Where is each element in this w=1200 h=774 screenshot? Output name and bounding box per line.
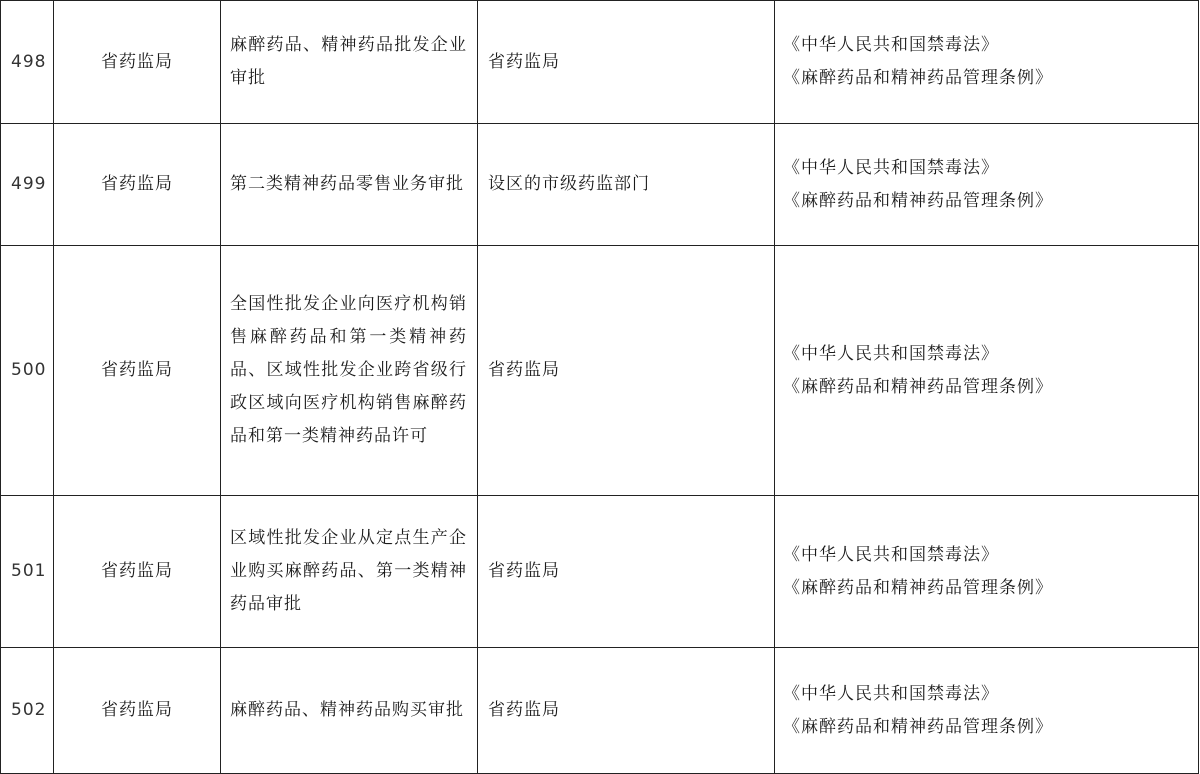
legal-basis-line: 《中华人民共和国禁毒法》 xyxy=(783,343,999,364)
legal-basis-line: 《麻醉药品和精神药品管理条例》 xyxy=(783,577,1053,598)
implementer-cell: 省药监局 xyxy=(478,246,775,496)
department-cell: 省药监局 xyxy=(54,124,221,246)
table-row xyxy=(1,124,1199,246)
legal-basis-line: 《麻醉药品和精神药品管理条例》 xyxy=(783,716,1053,737)
row-number: 502 xyxy=(1,648,54,774)
table-row xyxy=(1,496,1199,648)
legal-basis-line: 《麻醉药品和精神药品管理条例》 xyxy=(783,190,1053,211)
legal-basis-line: 《麻醉药品和精神药品管理条例》 xyxy=(783,68,1053,88)
legal-basis-line: 《麻醉药品和精神药品管理条例》 xyxy=(783,376,1053,397)
department-cell: 省药监局 xyxy=(54,496,221,648)
item-name-cell: 区域性批发企业从定点生产企业购买麻醉药品、第一类精神药品审批 xyxy=(221,496,478,648)
implementer-cell: 设区的市级药监部门 xyxy=(478,124,775,246)
department-cell: 省药监局 xyxy=(54,648,221,774)
department-cell: 省药监局 xyxy=(54,1,221,124)
item-name-cell: 全国性批发企业向医疗机构销售麻醉药品和第一类精神药品、区域性批发企业跨省级行政区域向医疗机构销售麻醉药品和第一类精神药品许可 xyxy=(221,246,478,496)
row-number: 500 xyxy=(1,246,54,496)
table-row xyxy=(1,246,1199,496)
item-name-cell: 第二类精神药品零售业务审批 xyxy=(221,124,478,246)
department-cell: 省药监局 xyxy=(54,246,221,496)
implementer-cell: 省药监局 xyxy=(478,1,775,124)
row-number: 498 xyxy=(1,1,54,124)
implementer-cell: 省药监局 xyxy=(478,496,775,648)
legal-basis-cell xyxy=(775,496,1199,648)
legal-basis-cell xyxy=(775,1,1199,124)
legal-basis-line: 《中华人民共和国禁毒法》 xyxy=(783,35,999,55)
item-name-cell: 麻醉药品、精神药品批发企业审批 xyxy=(221,1,478,124)
table-row xyxy=(1,648,1199,774)
legal-basis-cell xyxy=(775,124,1199,246)
legal-basis-line: 《中华人民共和国禁毒法》 xyxy=(783,157,999,178)
item-name-cell: 麻醉药品、精神药品购买审批 xyxy=(221,648,478,774)
legal-basis-line: 《中华人民共和国禁毒法》 xyxy=(783,683,999,704)
table-row xyxy=(1,1,1199,124)
legal-basis-cell xyxy=(775,246,1199,496)
legal-basis-cell xyxy=(775,648,1199,774)
legal-basis-line: 《中华人民共和国禁毒法》 xyxy=(783,544,999,565)
row-number: 501 xyxy=(1,496,54,648)
implementer-cell: 省药监局 xyxy=(478,648,775,774)
row-number: 499 xyxy=(1,124,54,246)
